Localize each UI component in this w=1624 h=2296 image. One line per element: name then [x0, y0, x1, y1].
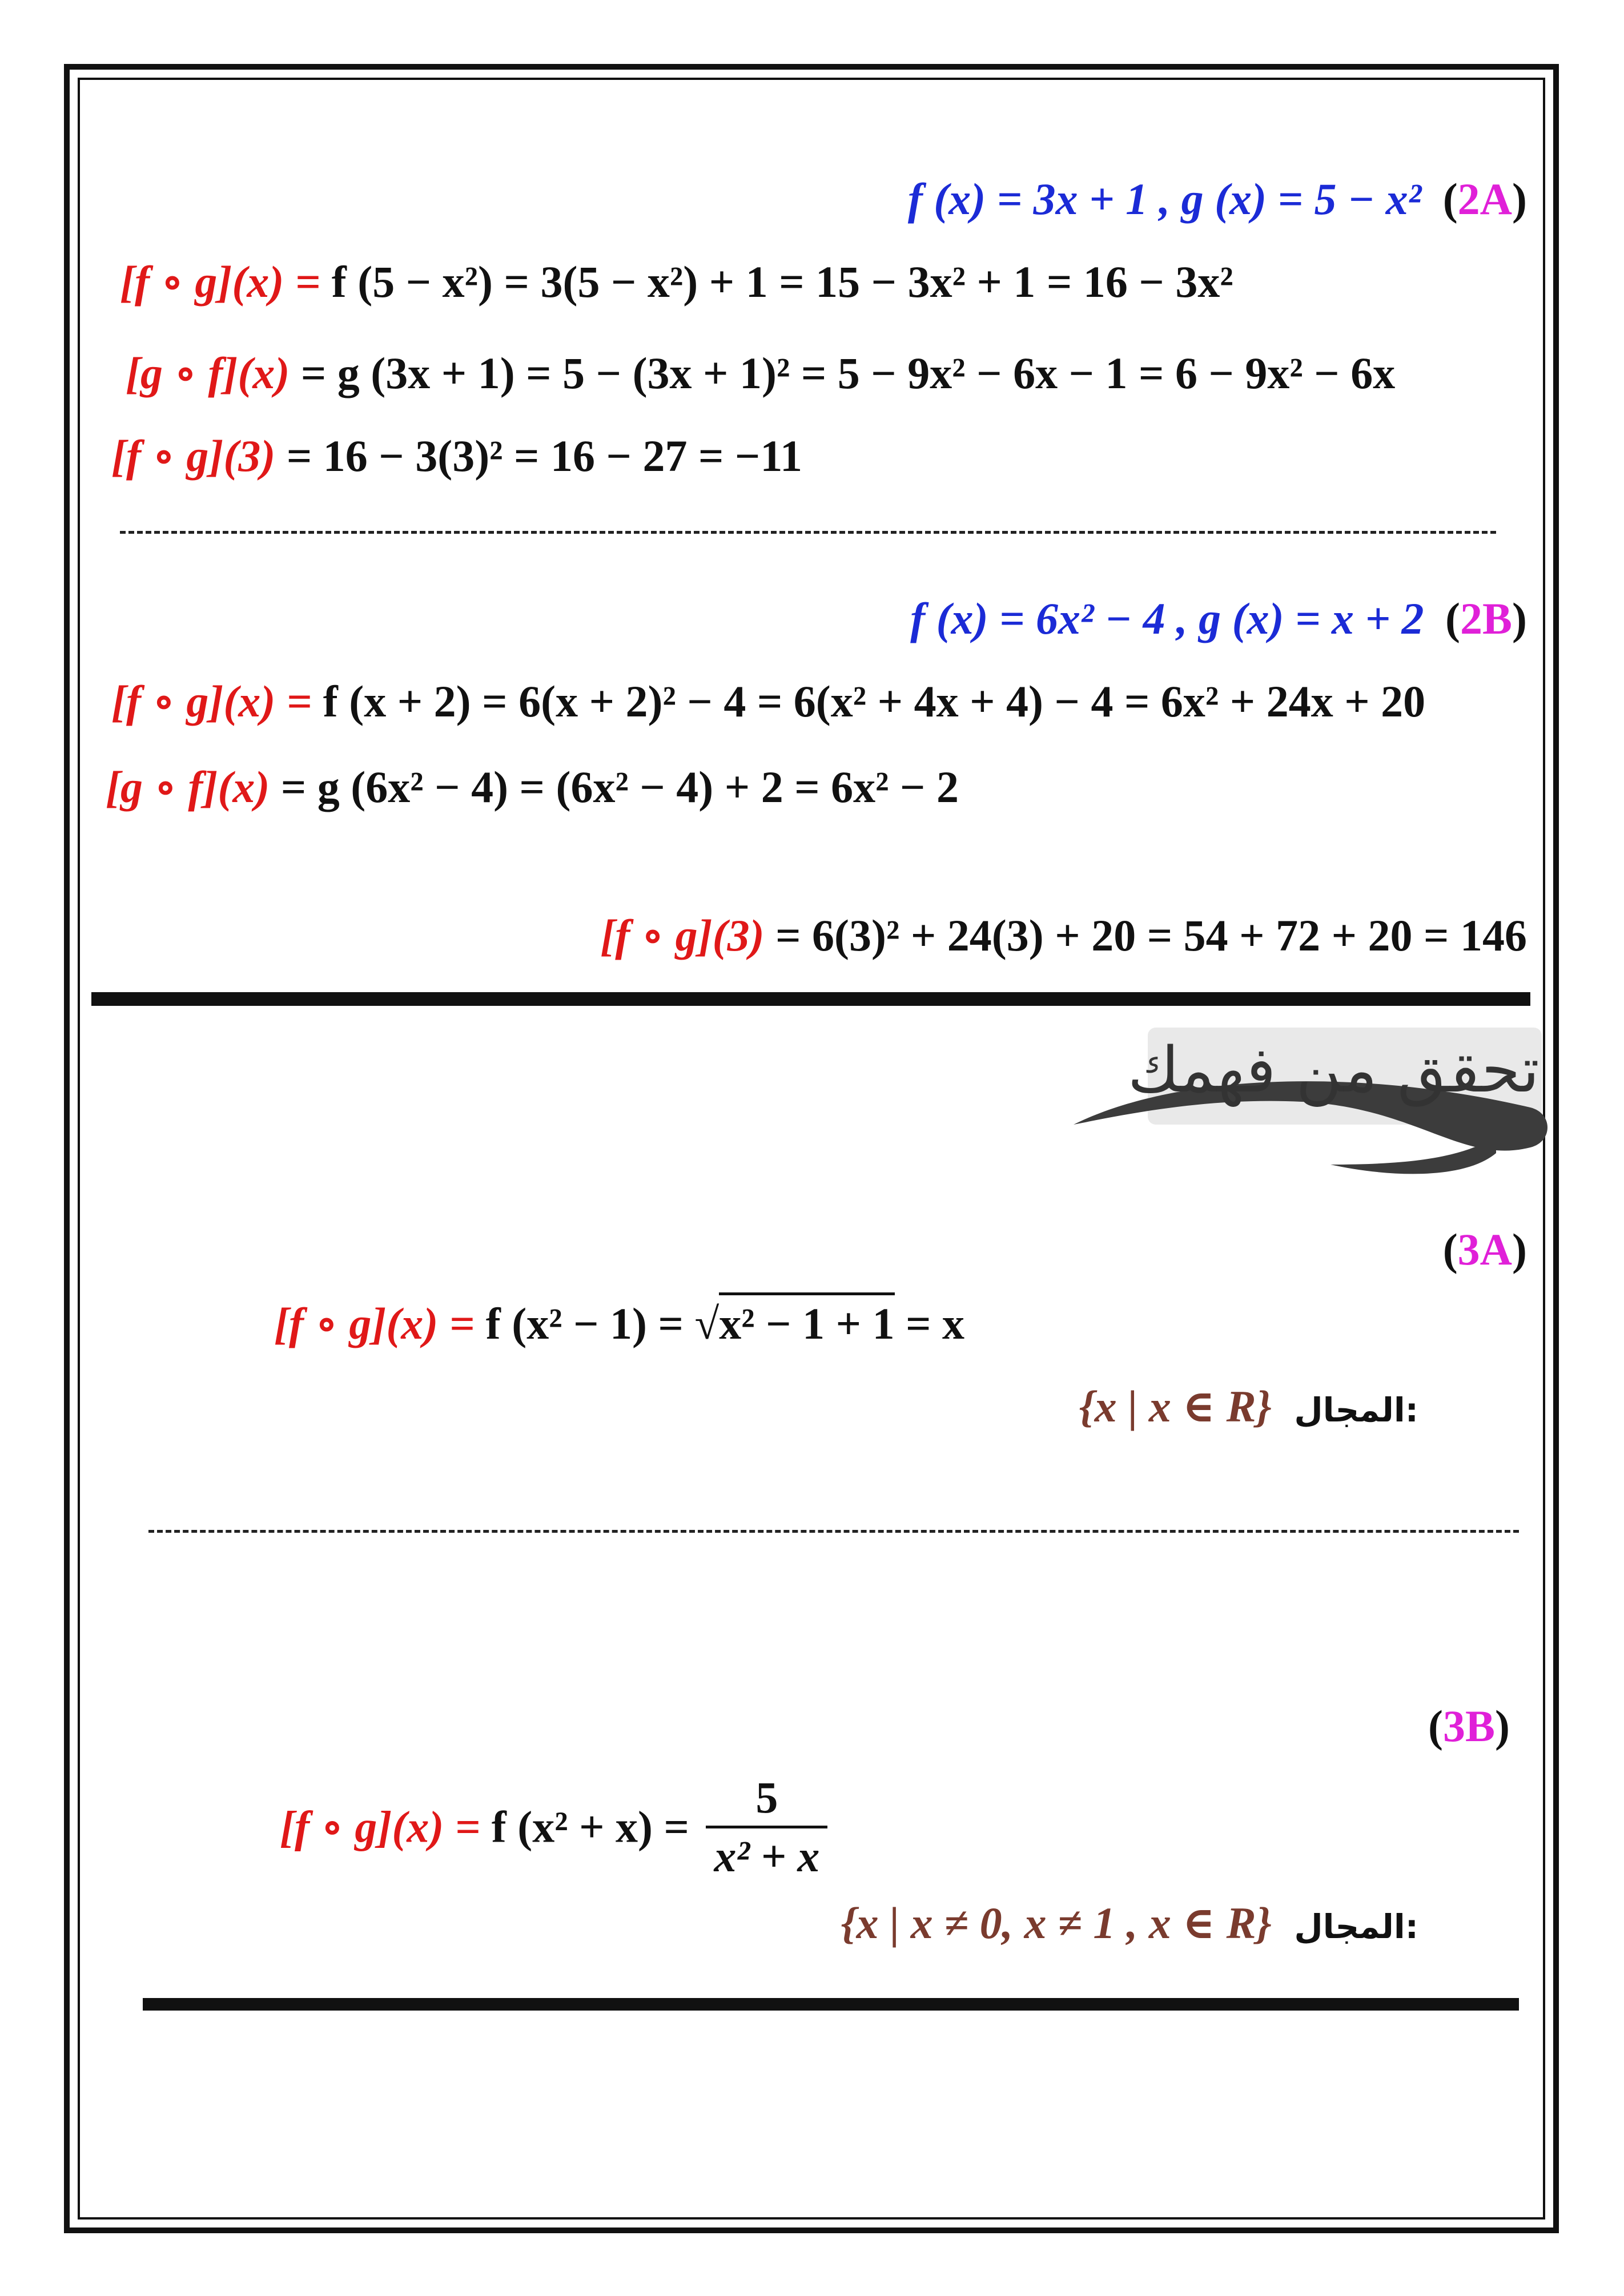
separator-thick-1 — [91, 992, 1530, 1006]
ex2A-label: 2A — [1457, 174, 1513, 224]
ex2A-given: f (x) = 3x + 1 , g (x) = 5 − x² — [907, 174, 1422, 224]
banner-title: تحقق من فهمك — [1127, 1033, 1539, 1106]
separator-dashed-2 — [148, 1530, 1519, 1533]
ex2B-given: f (x) = 6x² − 4 , g (x) = x + 2 — [910, 594, 1424, 643]
ex2A-line2-lhs: [g ∘ f](x) — [126, 348, 290, 398]
ex2A-line-2 — [126, 348, 1396, 398]
ex2B-line2-rhs: = g (6x² − 4) = (6x² − 4) + 2 = 6x² − 2 — [280, 762, 959, 812]
ex3A-domain-set: {x | x ∈ R} — [1079, 1381, 1272, 1431]
ex2B-label: 2B — [1460, 594, 1513, 643]
ex2A-line-3 — [111, 431, 803, 481]
ex2A-line-1 — [120, 257, 1233, 307]
ex2B-line1-lhs: [f ∘ g](x) = — [111, 676, 312, 726]
ex3B-equation — [280, 1775, 833, 1879]
ex3B-domain-set: {x | x ≠ 0, x ≠ 1 , x ∈ R} — [841, 1898, 1272, 1948]
ex3B-lhs: [f ∘ g](x) = — [280, 1802, 481, 1852]
ex3B-label: 3B — [1442, 1701, 1496, 1751]
ex3B-fraction — [706, 1775, 827, 1879]
ex3A-rhs-pre: f (x² − 1) = √ — [485, 1299, 719, 1348]
ex2A-line3-rhs: = 16 − 3(3)² = 16 − 27 = −11 — [286, 431, 803, 481]
ex2A-given-line: f (x) = 3x + 1 , g (x) = 5 − x² (2A) — [907, 174, 1527, 224]
ex2B-line3-rhs: = 6(3)² + 24(3) + 20 = 54 + 72 + 20 = 146 — [775, 911, 1527, 960]
ex2A-line1-lhs: [f ∘ g](x) = — [120, 257, 321, 307]
separator-thick-2 — [143, 1998, 1519, 2011]
ex2B-line-2 — [106, 762, 959, 812]
ex3A-root-body: x² − 1 + 1 — [719, 1292, 894, 1348]
ex3A-domain-label: المجال: — [1294, 1391, 1418, 1429]
ex2B-given-line: f (x) = 6x² − 4 , g (x) = x + 2 (2B) — [910, 594, 1527, 643]
check-understanding-banner — [1062, 1022, 1553, 1199]
ex3A-equation — [274, 1299, 965, 1348]
ex2A-line3-lhs: [f ∘ g](3) — [111, 431, 276, 481]
ex2B-line1-rhs: f (x + 2) = 6(x + 2)² − 4 = 6(x² + 4x + 4) − 4 = 6x² + 24x + 20 — [323, 676, 1426, 726]
ex3A-lhs: [f ∘ g](x) = — [274, 1299, 475, 1348]
ex3A-label-line: (3A) — [1442, 1224, 1527, 1274]
ex3A-label: 3A — [1457, 1224, 1513, 1274]
ex3B-rhs-pre: f (x² + x) = — [491, 1802, 689, 1852]
ex3B-domain-label: المجال: — [1294, 1907, 1418, 1946]
ex2B-line3-lhs: [f ∘ g](3) — [600, 911, 765, 960]
ex2B-line-1 — [111, 676, 1426, 726]
ex3B-numerator: 5 — [706, 1775, 827, 1828]
ex3B-domain-line — [841, 1898, 1418, 1948]
ex2B-line2-lhs: [g ∘ f](x) — [106, 762, 270, 812]
ex2B-line-3 — [600, 913, 1527, 958]
separator-dashed-1 — [120, 531, 1496, 534]
ex3A-rhs-post: = x — [894, 1299, 965, 1348]
ex2A-line2-rhs: = g (3x + 1) = 5 − (3x + 1)² = 5 − 9x² − 6x − 1 = 6 − 9x² − 6x — [300, 348, 1396, 398]
ex2A-line1-rhs: f (5 − x²) = 3(5 − x²) + 1 = 15 − 3x² + 1 = 16 − 3x² — [331, 257, 1233, 307]
ex3A-domain-line — [1079, 1381, 1418, 1431]
ex3B-label-line: (3B) — [1428, 1701, 1510, 1751]
ex3B-denominator: x² + x — [714, 1831, 820, 1881]
